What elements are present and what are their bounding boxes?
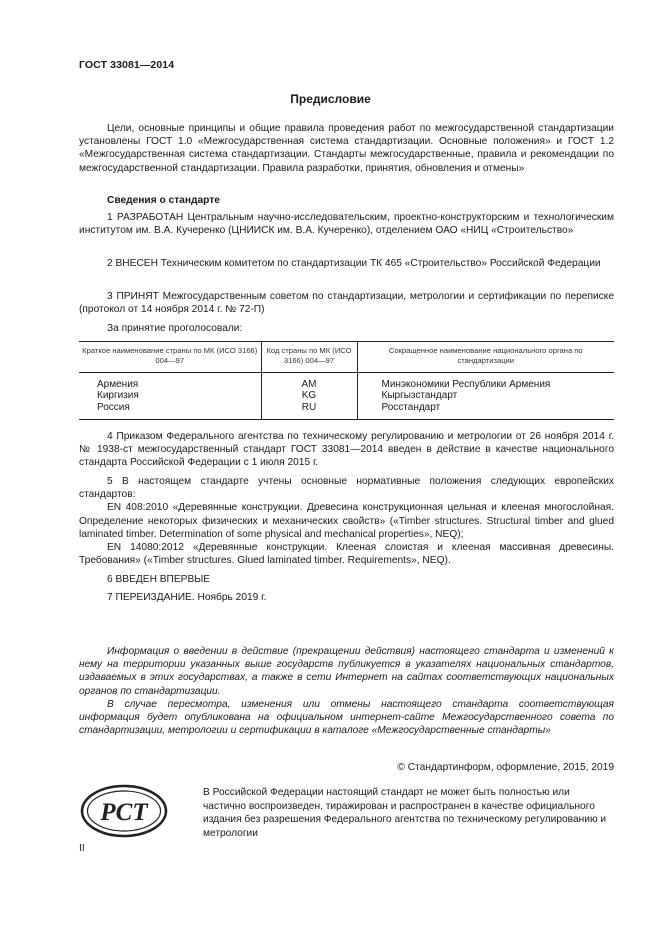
- table-header-code: Код страны по МК (ИСО 3166) 004—97: [261, 342, 357, 373]
- table-row: [79, 402, 614, 420]
- table-header-country: Краткое наименование страны по МК (ИСО 3166) 004—97: [79, 342, 261, 373]
- item-2: 2 ВНЕСЕН Техническим комитетом по стандартизации ТК 465 «Строительство» Российской Федерации: [107, 258, 601, 269]
- country-cell: Россия: [79, 402, 261, 420]
- item-7: 7 ПЕРЕИЗДАНИЕ. Ноябрь 2019 г.: [107, 592, 267, 603]
- country-cell: Армения: [97, 379, 139, 390]
- item-6-block: [79, 573, 614, 586]
- copyright-line: © Стандартинформ, оформление, 2015, 2019: [397, 762, 614, 773]
- page-number: II: [79, 843, 85, 854]
- voted-label: За принятие проголосовали:: [107, 323, 243, 334]
- item-5-block: [79, 475, 614, 567]
- code-cell: KG: [261, 390, 357, 401]
- info-notice-2: В случае пересмотра, изменения или отмены настоящего стандарта соответствующая информация будет опубликована на официальном интернет-сайте Межгосударственного совета по стандартизации, метрологии и сертификации в каталоге «Межгосударственные стандарты»: [79, 698, 614, 737]
- info-heading-block: [79, 194, 614, 207]
- table-row: [79, 390, 614, 401]
- item-6: 6 ВВЕДЕН ВПЕРВЫЕ: [107, 574, 211, 585]
- table-header-body: Сокращенное наименование национального органа по стандартизации: [357, 342, 614, 373]
- page-title: Предисловие: [290, 92, 371, 106]
- item-1: 1 РАЗРАБОТАН Центральным научно-исследовательским, проектно-конструкторским и технологическим институтом им. В.А. Кучеренко (ЦНИИСК им. В.А. Кучеренко), отделением ОАО «НИЦ «Строительство»: [79, 212, 614, 237]
- pct-logo-svg: [79, 783, 169, 839]
- info-heading: Сведения о стандарте: [107, 195, 220, 206]
- table-row: [79, 373, 614, 391]
- item-4: 4 Приказом Федерального агентства по техническому регулированию и метрологии от 26 ноября 2014 г. № 1938-ст межгосударственный стандарт ГОСТ 33081—2014 введен в действие в качестве национального стандарта Российской Федерации с 1 июля 2015 г.: [79, 431, 614, 469]
- item-1-block: [79, 211, 614, 237]
- info-notice-1: Информация о введении в действие (прекращении действия) настоящего стандарта и изменений к нему на территории указанных выше государств публикуется в указателях национальных стандартов, издаваемых в этих государствах, а также в сети Интернет на сайтах соответствующих национальных органов по стандартизации.: [79, 646, 614, 697]
- info-notice-block: [79, 645, 614, 737]
- code-cell: RU: [261, 402, 357, 420]
- item-3: 3 ПРИНЯТ Межгосударственным советом по стандартизации, метрологии и сертификации по переписке (протокол от 14 ноября 2014 г. № 72-П): [79, 291, 614, 316]
- european-standard-2: EN 14080:2012 «Деревянные конструкции. Клееная слоистая и клееная массивная древесины. Требования» («Timber structures. Glued laminated timber. Requirements», NEQ).: [79, 542, 614, 567]
- intro-section: [79, 122, 614, 175]
- european-standard-1: EN 408:2010 «Деревянные конструкции. Древесина конструкционная цельная и клееная многослойная. Определение некоторых физических и механических свойств» («Timber structures. Structural timber and glued laminated timber. Determination of some physical and mechanical properties», NEQ);: [79, 502, 614, 540]
- body-cell: Росстандарт: [357, 402, 614, 420]
- body-cell: Кыргызстандарт: [357, 390, 614, 401]
- voted-block: [79, 322, 614, 335]
- table-header-row: [79, 342, 614, 373]
- item-7-block: [79, 591, 614, 604]
- logo-letters: РСТ: [100, 799, 148, 826]
- voting-countries-table: [79, 341, 614, 420]
- item-3-block: [79, 290, 614, 316]
- reproduction-notice: В Российской Федерации настоящий стандарт не может быть полностью или частично воспроизведен, тиражирован и распространен в качестве официального издания без разрешения Федерального агентства по техническому регулированию и метрологии: [203, 787, 607, 839]
- body-cell: Минэкономики Республики Армения: [357, 373, 614, 391]
- item-4-block: [79, 430, 614, 470]
- intro-paragraph: Цели, основные принципы и общие правила проведения работ по межгосударственной стандартизации установлены ГОСТ 1.0 «Межгосударственная система стандартизации. Основные положения» и ГОСТ 1.2 «Межгосударственная система стандартизации. Стандарты межгосударственные, правила и рекомендации по межгосударственной стандартизации. Правила разработки, принятия, обновления и отмены»: [79, 123, 614, 174]
- country-cell: Киргизия: [97, 390, 139, 402]
- code-cell: AM: [261, 373, 357, 391]
- item-2-block: [79, 257, 614, 270]
- item-5: 5 В настоящем стандарте учтены основные нормативные положения следующих европейских стандартов:: [79, 476, 614, 501]
- pct-certification-mark-icon: [79, 783, 169, 839]
- standard-code-header: ГОСТ 33081—2014: [79, 59, 175, 71]
